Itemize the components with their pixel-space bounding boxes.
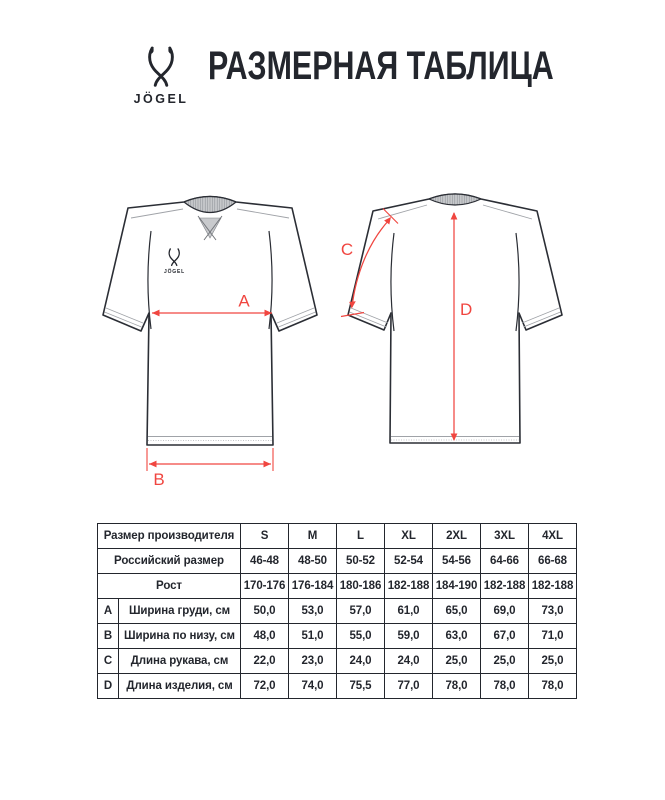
brand-logo: [126, 46, 196, 106]
cell: 48-50: [289, 549, 337, 574]
row-header: Размер производителя: [98, 524, 241, 549]
row-label: Ширина по низу, см: [119, 624, 241, 649]
cell: 71,0: [529, 624, 577, 649]
cell: 78,0: [481, 674, 529, 699]
cell: 22,0: [241, 649, 289, 674]
row-label: Длина рукава, см: [119, 649, 241, 674]
cell: 78,0: [433, 674, 481, 699]
tshirt-measurement-diagram: [0, 155, 665, 510]
cell: 65,0: [433, 599, 481, 624]
cell: 64-66: [481, 549, 529, 574]
cell: 54-56: [433, 549, 481, 574]
cell: 61,0: [385, 599, 433, 624]
table-row-bottom-width: [98, 624, 577, 649]
row-label: Ширина груди, см: [119, 599, 241, 624]
measure-A-label: A: [238, 291, 250, 311]
table-row-sleeve-length: [98, 649, 577, 674]
table-row-item-length: [98, 674, 577, 699]
row-letter: C: [98, 649, 119, 674]
cell: 170-176: [241, 574, 289, 599]
measure-B: [147, 448, 273, 489]
cell: 57,0: [337, 599, 385, 624]
cell: 25,0: [481, 649, 529, 674]
cell: 55,0: [337, 624, 385, 649]
cell: L: [337, 524, 385, 549]
jogel-logo-icon: [143, 46, 179, 88]
cell: 51,0: [289, 624, 337, 649]
cell: 24,0: [385, 649, 433, 674]
cell: 50,0: [241, 599, 289, 624]
front-shirt: [103, 197, 317, 446]
table-row-chest-width: [98, 599, 577, 624]
cell: 74,0: [289, 674, 337, 699]
size-table: [97, 523, 577, 699]
row-letter: D: [98, 674, 119, 699]
page-title: РАЗМЕРНАЯ ТАБЛИЦА: [208, 44, 554, 88]
row-letter: B: [98, 624, 119, 649]
cell: 53,0: [289, 599, 337, 624]
cell: S: [241, 524, 289, 549]
cell: 66-68: [529, 549, 577, 574]
cell: 78,0: [529, 674, 577, 699]
brand-logo-text: JÖGEL: [133, 92, 189, 106]
cell: 73,0: [529, 599, 577, 624]
cell: 182-188: [481, 574, 529, 599]
cell: 67,0: [481, 624, 529, 649]
front-chest-logo-text: JÖGEL: [164, 269, 185, 275]
row-header: Рост: [98, 574, 241, 599]
cell: 72,0: [241, 674, 289, 699]
cell: 3XL: [481, 524, 529, 549]
table-row-height: [98, 574, 577, 599]
row-label: Длина изделия, см: [119, 674, 241, 699]
cell: 23,0: [289, 649, 337, 674]
table-row-russian-size: [98, 549, 577, 574]
cell: 59,0: [385, 624, 433, 649]
cell: M: [289, 524, 337, 549]
cell: 25,0: [529, 649, 577, 674]
cell: 75,5: [337, 674, 385, 699]
cell: 2XL: [433, 524, 481, 549]
cell: 69,0: [481, 599, 529, 624]
cell: 77,0: [385, 674, 433, 699]
cell: 48,0: [241, 624, 289, 649]
cell: 46-48: [241, 549, 289, 574]
cell: 176-184: [289, 574, 337, 599]
measure-C-label: C: [340, 240, 354, 259]
cell: XL: [385, 524, 433, 549]
cell: 4XL: [529, 524, 577, 549]
cell: 184-190: [433, 574, 481, 599]
row-letter: A: [98, 599, 119, 624]
cell: 182-188: [385, 574, 433, 599]
cell: 52-54: [385, 549, 433, 574]
measure-B-label: B: [153, 470, 165, 489]
cell: 50-52: [337, 549, 385, 574]
cell: 180-186: [337, 574, 385, 599]
row-header: Российский размер: [98, 549, 241, 574]
cell: 63,0: [433, 624, 481, 649]
cell: 182-188: [529, 574, 577, 599]
cell: 25,0: [433, 649, 481, 674]
cell: 24,0: [337, 649, 385, 674]
measure-D-label: D: [460, 300, 473, 319]
table-row-manufacturer-size: [98, 524, 577, 549]
